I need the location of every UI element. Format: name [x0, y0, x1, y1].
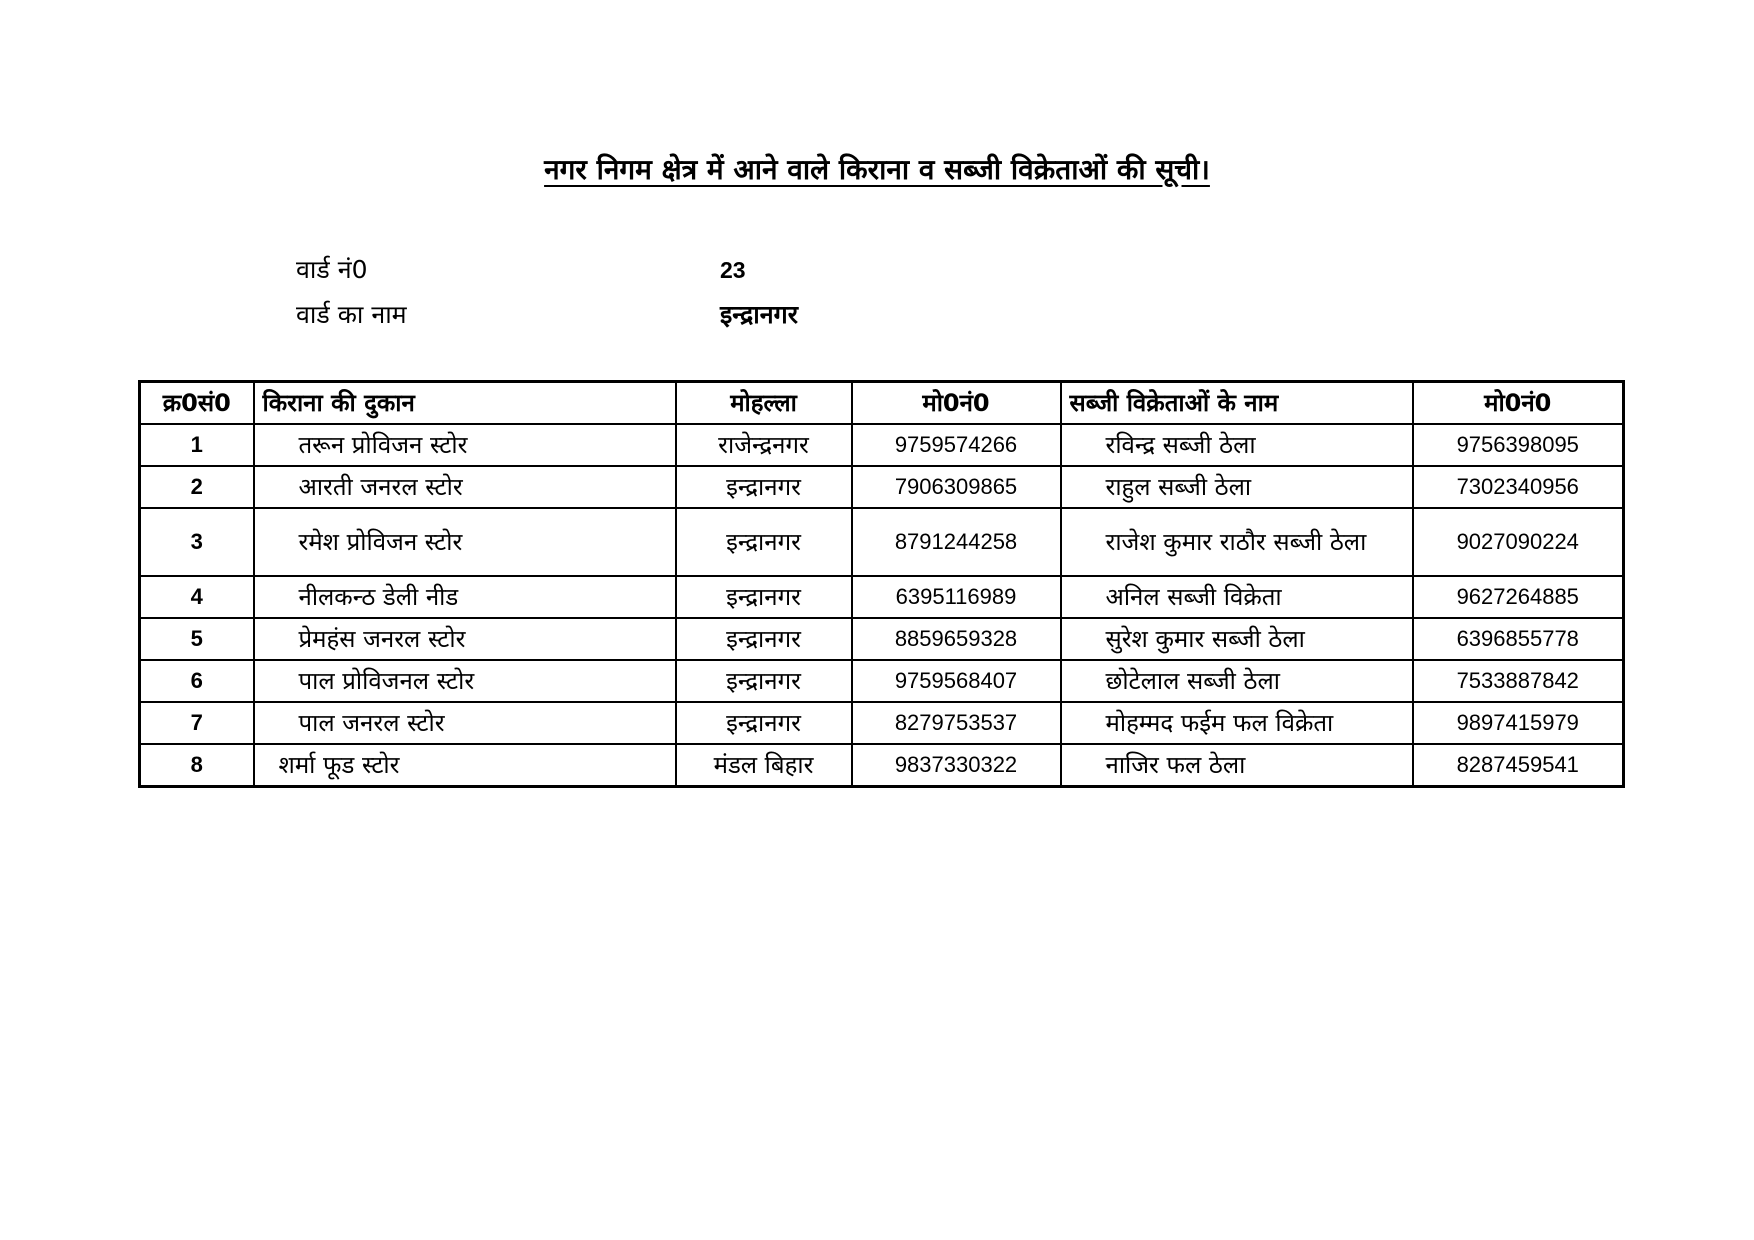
cell-vendor-mobile: 6396855778	[1413, 618, 1624, 660]
cell-shop-name: आरती जनरल स्टोर	[254, 466, 676, 508]
cell-vendor-mobile: 9627264885	[1413, 576, 1624, 618]
table-row	[140, 744, 1624, 787]
ward-name-row	[296, 295, 996, 335]
ward-name-value: इन्द्रानगर	[720, 300, 798, 329]
cell-shop-name: प्रेमहंस जनरल स्टोर	[254, 618, 676, 660]
cell-shop-mobile: 8279753537	[852, 702, 1061, 744]
cell-serial-no: 5	[140, 618, 254, 660]
ward-number-value: 23	[720, 257, 746, 283]
cell-locality: इन्द्रानगर	[676, 618, 852, 660]
table-row	[140, 618, 1624, 660]
cell-shop-name: शर्मा फूड स्टोर	[254, 744, 676, 787]
cell-serial-no: 3	[140, 508, 254, 576]
table-row	[140, 466, 1624, 508]
page-title: नगर निगम क्षेत्र में आने वाले किराना व सब्जी विक्रेताओं की सूची।	[544, 153, 1210, 186]
cell-locality: इन्द्रानगर	[676, 466, 852, 508]
cell-shop-name: रमेश प्रोविजन स्टोर	[254, 508, 676, 576]
cell-vendor-mobile: 8287459541	[1413, 744, 1624, 787]
cell-shop-mobile: 8791244258	[852, 508, 1061, 576]
cell-vendor-name: राजेश कुमार राठौर सब्जी ठेला	[1061, 508, 1413, 576]
cell-shop-name: नीलकन्ठ डेली नीड	[254, 576, 676, 618]
cell-locality: इन्द्रानगर	[676, 702, 852, 744]
cell-serial-no: 4	[140, 576, 254, 618]
cell-shop-mobile: 6395116989	[852, 576, 1061, 618]
cell-serial-no: 7	[140, 702, 254, 744]
header-vendor-mobile: मो0नं0	[1413, 382, 1624, 425]
cell-locality: इन्द्रानगर	[676, 508, 852, 576]
cell-shop-mobile: 8859659328	[852, 618, 1061, 660]
vendor-table	[138, 380, 1625, 788]
cell-vendor-name: मोहम्मद फईम फल विक्रेता	[1061, 702, 1413, 744]
header-grocery-shop: किराना की दुकान	[254, 382, 676, 425]
cell-serial-no: 1	[140, 424, 254, 466]
table-row	[140, 576, 1624, 618]
cell-shop-mobile: 7906309865	[852, 466, 1061, 508]
header-shop-mobile: मो0नं0	[852, 382, 1061, 425]
cell-shop-mobile: 9759574266	[852, 424, 1061, 466]
cell-shop-mobile: 9837330322	[852, 744, 1061, 787]
cell-locality: राजेन्द्रनगर	[676, 424, 852, 466]
cell-locality: इन्द्रानगर	[676, 660, 852, 702]
cell-vendor-mobile: 9897415979	[1413, 702, 1624, 744]
cell-shop-name: तरून प्रोविजन स्टोर	[254, 424, 676, 466]
cell-serial-no: 6	[140, 660, 254, 702]
cell-vendor-name: सुरेश कुमार सब्जी ठेला	[1061, 618, 1413, 660]
table-row	[140, 508, 1624, 576]
cell-vendor-name: नाजिर फल ठेला	[1061, 744, 1413, 787]
cell-vendor-name: अनिल सब्जी विक्रेता	[1061, 576, 1413, 618]
table-row	[140, 660, 1624, 702]
cell-shop-mobile: 9759568407	[852, 660, 1061, 702]
cell-vendor-mobile: 7533887842	[1413, 660, 1624, 702]
cell-vendor-name: रविन्द्र सब्जी ठेला	[1061, 424, 1413, 466]
cell-serial-no: 8	[140, 744, 254, 787]
table-header-row	[140, 382, 1624, 425]
cell-shop-name: पाल जनरल स्टोर	[254, 702, 676, 744]
table-row	[140, 424, 1624, 466]
table-row	[140, 702, 1624, 744]
cell-serial-no: 2	[140, 466, 254, 508]
header-vendor-name: सब्जी विक्रेताओं के नाम	[1061, 382, 1413, 425]
cell-vendor-name: राहुल सब्जी ठेला	[1061, 466, 1413, 508]
cell-locality: मंडल बिहार	[676, 744, 852, 787]
ward-name-label: वार्ड का नाम	[296, 300, 407, 329]
cell-locality: इन्द्रानगर	[676, 576, 852, 618]
header-locality: मोहल्ला	[676, 382, 852, 425]
header-serial-no: क्र0सं0	[140, 382, 254, 425]
cell-shop-name: पाल प्रोविजनल स्टोर	[254, 660, 676, 702]
ward-number-label: वार्ड नं0	[296, 255, 368, 284]
cell-vendor-mobile: 7302340956	[1413, 466, 1624, 508]
cell-vendor-mobile: 9756398095	[1413, 424, 1624, 466]
cell-vendor-name: छोटेलाल सब्जी ठेला	[1061, 660, 1413, 702]
ward-number-row	[296, 250, 996, 290]
cell-vendor-mobile: 9027090224	[1413, 508, 1624, 576]
